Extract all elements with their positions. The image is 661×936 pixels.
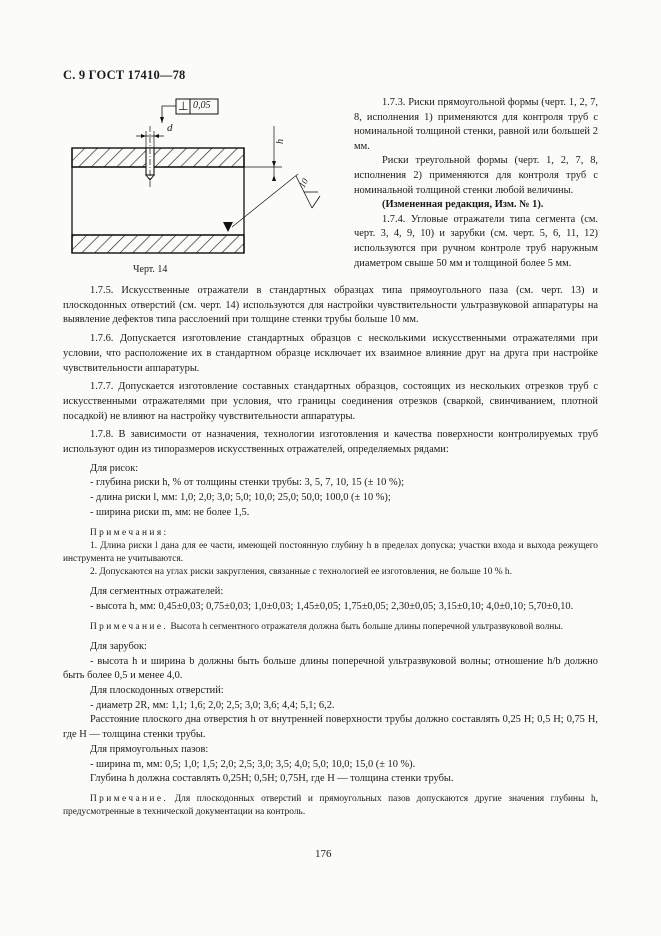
flat-bottom-distance: Расстояние плоского дна отверстия h от внутренней поверхности трубы должно составлять 0,25 H; 0,5 H; 0,75 H, где H — толщина стенки трубы. (63, 714, 598, 741)
paragraph-1-7-8: 1.7.8. В зависимости от назначения, технологии изготовления и качества поверхности контролируемых труб используют один из типоразмеров искусственных отражателей, определяемых рядами: (63, 429, 598, 456)
segment-heights: - высота h, мм: 0,45±0,03; 0,75±0,03; 1,0±0,03; 1,45±0,05; 1,75±0,05; 2,30±0,05; 3,15±0,10; 4,0±0,10; 5,70±0,10. (90, 601, 574, 613)
amendment-note: (Измененная редакция, Изм. № 1). (382, 199, 544, 211)
paragraph-1-7-7: 1.7.7. Допускается изготовление составных стандартных образцов, состоящих из нескольких отрезков труб с искусственными отражателями при условия, что границы соединения отрезков (сваркой, свинчиванием, плотной посадкой) не влияют на настройку чувствительности аппаратуры. (63, 381, 598, 422)
dim-h-label: h (275, 139, 286, 144)
figure-caption: Черт. 14 (133, 264, 168, 275)
risk-heading: Для рисок: (90, 462, 139, 474)
paragraph-1-7-4: 1.7.4. Угловые отражатели типа сегмента (см. черт. 3, 4, 9, 10) и зарубки (см. черт. 5, 6, 11, 12) используются при ручном контроле труб наружным диаметром свыше 50 мм и толщиной более 5 мм. (354, 213, 598, 269)
page-header: С. 9 ГОСТ 17410—78 (63, 68, 186, 82)
notes-heading: Примечания: (90, 527, 169, 538)
paragraph-triangle-risks: Риски треугольной формы (черт. 1, 2, 7, 8, исполнения 2) применяются для контроля труб с номинальной толщиной стенки любой величины. (354, 155, 598, 196)
risk-width: - ширина риски m, мм: не более 1,5. (90, 506, 250, 518)
note-1: 1. Длина риски l дана для ее части, имеющей постоянную глубину h в пределах допуска; участки входа и выхода режущего инструмента не учитываются. (63, 540, 598, 564)
paragraph-1-7-6: 1.7.6. Допускается изготовление стандартных образцов с несколькими искусственными отражателями при условии, что расположение их в стандартном образце исключает их взаимное влияние друг на друга при настройке чувствительности аппаратуры. (63, 333, 598, 374)
dim-d-label: d (167, 122, 173, 134)
segment-heading: Для сегментных отражателей: (90, 586, 224, 598)
risk-length: - длина риски l, мм: 1,0; 2,0; 3,0; 5,0; 10,0; 25,0; 50,0; 100,0 (± 10 %); (90, 492, 391, 504)
tube-drawing (60, 96, 332, 284)
note-last-text: Для плоскодонных отверстий и прямоугольных пазов допускаются другие значения глубины h, предусмотренные в технической документации на контроль. (63, 794, 598, 818)
note-2: 2. Допускаются на углах риски закругления, связанные с технологией ее изготовления, не больше 10 % h. (90, 567, 512, 578)
paragraph-1-7-3: 1.7.3. Риски прямоугольной формы (черт. 1, 2, 7, 8, исполнения 1) применяются для контроля труб с номинальной толщиной стенки, равной или большей 2 мм. (354, 97, 598, 152)
flat-bottom-diameters: - диаметр 2R, мм: 1,1; 1,6; 2,0; 2,5; 3,0; 3,6; 4,4; 5,1; 6,2. (90, 699, 335, 711)
tolerance-value: 0,05 (193, 100, 211, 111)
notch-rule: - высота h и ширина b должны быть больше длины поперечной ультразвуковой волны; отношение h/b должно быть более 0,5 и менее 4,0. (63, 655, 598, 682)
paragraph-1-7-5: 1.7.5. Искусственные отражатели в стандартных образцах типа прямоугольного паза (см. черт. 13) и плоскодонных отверстий (см. черт. 14) используются для настройки чувствительности ультразвуковой аппаратуры на выявление дефектов типа расслоений при толщине стенки трубы больше 10 мм. (63, 285, 598, 326)
rect-groove-widths: - ширина m, мм: 0,5; 1,0; 1,5; 2,0; 2,5; 3,0; 3,5; 4,0; 5,0; 10,0; 15,0 (± 10 %). (90, 758, 416, 770)
figure-14 (60, 96, 332, 284)
note-segment-label: Примечание. (90, 621, 169, 632)
roughness-value: 10 (296, 176, 311, 190)
note-segment-text: Высота h сегментного отражателя должна быть больше длины поперечной ультразвуковой волны. (170, 621, 563, 632)
notch-heading: Для зарубок: (90, 640, 147, 652)
note-last-label: Примечание. (90, 794, 169, 804)
risk-depth: - глубина риски h, % от толщины стенки трубы: 3, 5, 7, 10, 15 (± 10 %); (90, 477, 404, 489)
flat-bottom-heading: Для плоскодонных отверстий: (90, 685, 224, 697)
right-column-text (354, 96, 598, 271)
page-number: 176 (315, 848, 332, 860)
rect-groove-depth: Глубина h должна составлять 0,25H; 0,5H; 0,75H, где H — толщина стенки трубы. (90, 773, 454, 785)
main-text (63, 284, 598, 819)
tolerance-symbol: ⊥ (178, 99, 189, 113)
rect-groove-heading: Для прямоугольных пазов: (90, 743, 209, 755)
